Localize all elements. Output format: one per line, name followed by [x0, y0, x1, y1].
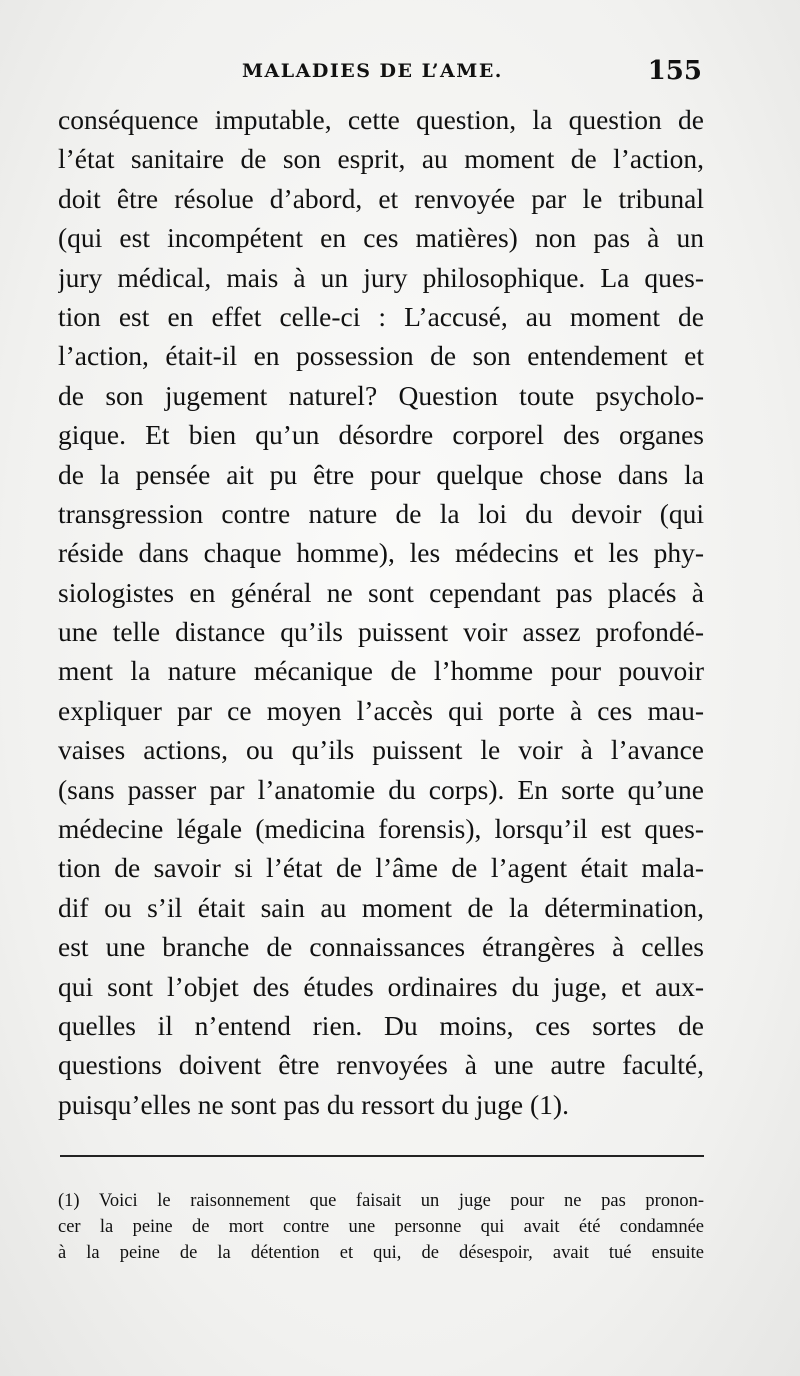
text-line: jury médical, mais à un jury philosophique. La ques-	[58, 261, 704, 293]
text-line: quelles il n’entend rien. Du moins, ces sortes de	[58, 1009, 704, 1041]
text-line: qui sont l’objet des études ordinaires du juge, et aux-	[58, 970, 704, 1002]
footnote-line: cer la peine de mort contre une personne qui avait été condamnée	[58, 1217, 704, 1237]
text-line: gique. Et bien qu’un désordre corporel des organes	[58, 419, 704, 451]
page-number: 155	[647, 56, 702, 86]
text-line: l’état sanitaire de son esprit, au moment de l’action,	[58, 143, 704, 175]
text-line: tion de savoir si l’état de l’âme de l’agent était mala-	[58, 852, 704, 884]
text-line: vaises actions, ou qu’ils puissent le voir à l’avance	[58, 734, 704, 766]
footnote-line: (1) Voici le raisonnement que faisait un juge pour ne pas pronon-	[58, 1191, 704, 1211]
text-line: réside dans chaque homme), les médecins et les phy-	[58, 537, 704, 569]
text-line: conséquence imputable, cette question, la question de	[58, 104, 704, 135]
page-header	[62, 56, 702, 92]
text-line: de la pensée ait pu être pour quelque chose dans la	[58, 458, 704, 490]
text-line: puisqu’elles ne sont pas du ressort du juge (1).	[58, 1088, 569, 1120]
text-line: de son jugement naturel? Question toute psycholo-	[58, 379, 704, 411]
footnote-line: à la peine de la détention et qui, de désespoir, avait tué ensuite	[58, 1243, 704, 1263]
text-line: expliquer par ce moyen l’accès qui porte à ces mau-	[58, 694, 704, 726]
footnote-divider	[60, 1155, 704, 1157]
text-line: une telle distance qu’ils puissent voir assez profondé-	[58, 616, 704, 648]
text-line: siologistes en général ne sont cependant pas placés à	[58, 576, 704, 608]
text-line: médecine légale (medicina forensis), lorsqu’il est ques-	[58, 813, 704, 845]
text-line: (qui est incompétent en ces matières) non pas à un	[58, 222, 704, 254]
running-head: MALADIES DE L’AME.	[242, 60, 503, 82]
text-line: est une branche de connaissances étrangères à celles	[58, 931, 704, 963]
text-line: (sans passer par l’anatomie du corps). En sorte qu’une	[58, 773, 704, 805]
body-text	[58, 100, 704, 1124]
footnote	[58, 1188, 704, 1266]
text-line: ment la nature mécanique de l’homme pour pouvoir	[58, 655, 704, 687]
text-line: l’action, était-il en possession de son entendement et	[58, 340, 704, 372]
text-line: doit être résolue d’abord, et renvoyée par le tribunal	[58, 182, 704, 214]
text-line: questions doivent être renvoyées à une autre faculté,	[58, 1049, 704, 1081]
text-line: transgression contre nature de la loi du devoir (qui	[58, 497, 704, 529]
text-line: tion est en effet celle-ci : L’accusé, au moment de	[58, 300, 704, 332]
text-line: dif ou s’il était sain au moment de la détermination,	[58, 891, 704, 923]
